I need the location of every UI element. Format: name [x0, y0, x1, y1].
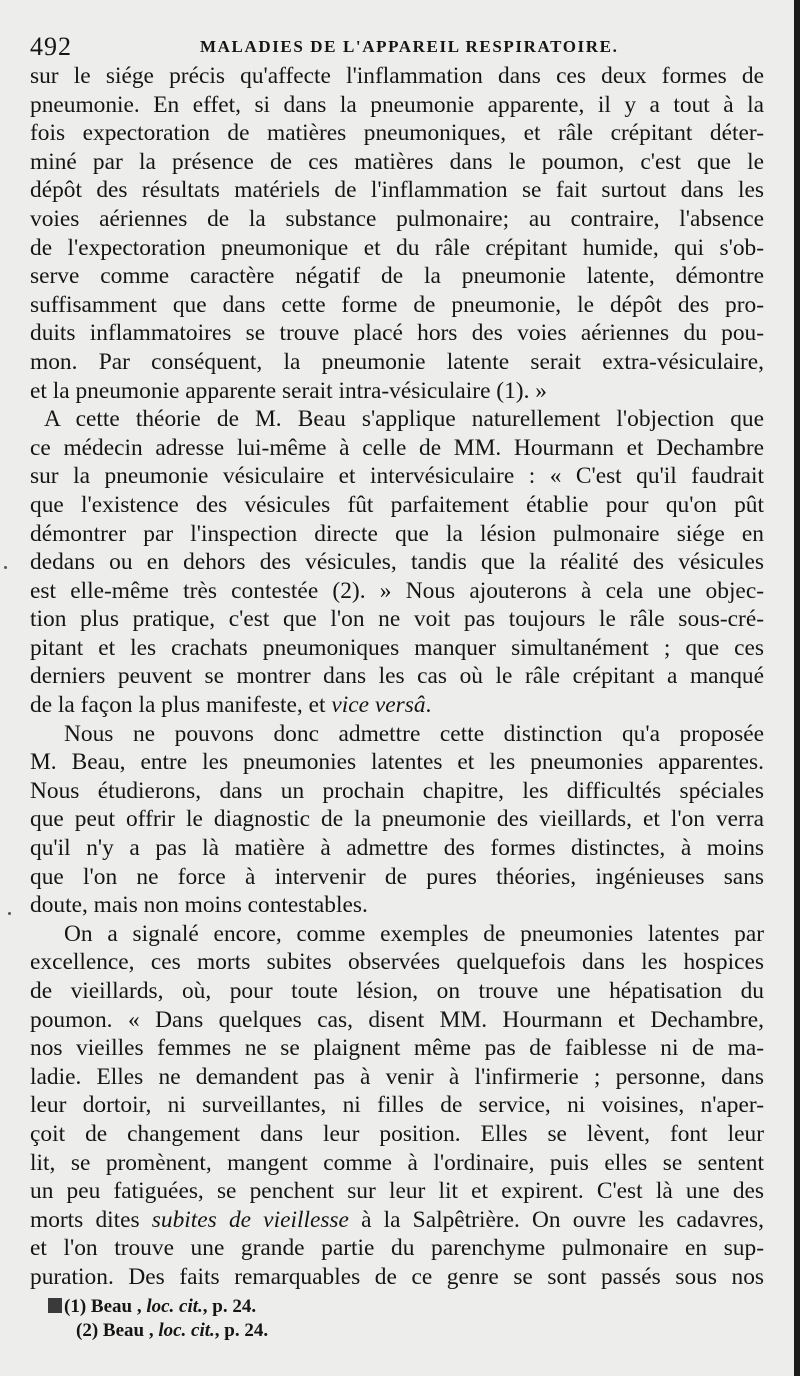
text-line: qu'il n'y a pas là matière à admettre des formes distinctes, à moins	[30, 835, 764, 862]
paragraph-2	[30, 405, 764, 720]
footnote-1	[48, 1295, 448, 1319]
text-line: puration. Des faits remarquables de ce genre se sont passés sous nos	[30, 1263, 764, 1290]
text-fragment: .	[425, 692, 432, 719]
footnote-number: (2)	[76, 1320, 99, 1341]
text-line: mon. Par conséquent, la pneumonie latente serait extra-vésiculaire,	[30, 348, 764, 375]
text-line: poumon. « Dans quelques cas, disent MM. Hourmann et Dechambre,	[30, 1006, 764, 1033]
body-text	[30, 62, 764, 1292]
running-head: MALADIES DE L'APPAREIL RESPIRATOIRE.	[200, 37, 619, 56]
text-line: excellence, ces morts subites observées quelquefois dans les hospices	[30, 949, 764, 976]
footnote-author: Beau ,	[90, 1296, 142, 1317]
footnotes	[48, 1295, 448, 1343]
text-line: un peu fatiguées, se penchent sur leur lit et expirent. C'est là une des	[30, 1178, 764, 1205]
text-line: çoit de changement dans leur position. Elles se lèvent, font leur	[30, 1120, 764, 1147]
scan-speck	[4, 566, 7, 569]
italic-phrase: vice versâ	[331, 692, 426, 719]
text-line: de l'expectoration pneumonique et du râle crépitant humide, qui s'ob-	[30, 234, 764, 261]
footnote-ref: loc. cit.	[158, 1320, 215, 1341]
text-line: que peut offrir le diagnostic de la pneumonie des vieillards, et l'on verra	[30, 806, 764, 833]
page-edge-shadow	[794, 0, 800, 1376]
text-line: M. Beau, entre les pneumonies latentes et les pneumonies apparentes.	[30, 749, 764, 776]
text-line: démontrer par l'inspection directe que la lésion pulmonaire siége en	[30, 520, 764, 547]
text-fragment: à la Salpêtrière. On ouvre les cadavres,	[348, 1206, 764, 1233]
text-line: leur dortoir, ni surveillantes, ni filles de service, ni voisines, n'aper-	[30, 1092, 764, 1119]
text-line: duits inflammatoires se trouve placé hors des voies aériennes du pou-	[30, 320, 764, 347]
footnote-page: , p. 24.	[214, 1320, 269, 1341]
text-line: serve comme caractère négatif de la pneumonie latente, démontre	[30, 263, 764, 290]
text-line: que l'existence des vésicules fût parfaitement établie pour qu'on pût	[30, 491, 764, 518]
paragraph-4	[30, 920, 764, 1292]
text-line: suffisamment que dans cette forme de pneumonie, le dépôt des pro-	[30, 291, 764, 318]
text-line: ce médecin adresse lui-même à celle de MM. Hourmann et Dechambre	[30, 434, 764, 461]
page-header	[30, 30, 764, 60]
text-fragment: morts dites	[30, 1206, 152, 1233]
footnote-author: Beau ,	[102, 1320, 154, 1341]
text-line: Nous ne pouvons donc admettre cette distinction qu'a proposée	[64, 720, 764, 747]
italic-phrase: subites de vieillesse	[151, 1206, 349, 1233]
text-line: et la pneumonie apparente serait intra-vésiculaire (1). »	[30, 377, 547, 404]
paragraph-1	[30, 62, 764, 405]
footnote-ref: loc. cit.	[146, 1296, 203, 1317]
text-line: Nous étudierons, dans un prochain chapitre, les difficultés spéciales	[30, 777, 764, 804]
text-line: que l'on ne force à intervenir de pures théories, ingénieuses sans	[30, 863, 764, 890]
footnote-page: , p. 24.	[202, 1296, 257, 1317]
text-line: pneumonie. En effet, si dans la pneumonie apparente, il y a tout à la	[30, 91, 764, 118]
text-line: miné par la présence de ces matières dans le poumon, c'est que le	[30, 148, 764, 175]
ink-blot-icon	[48, 1298, 62, 1313]
text-line: est elle-même très contestée (2). » Nous ajouterons à cela une objec-	[30, 577, 764, 604]
text-line: voies aériennes de la substance pulmonaire; au contraire, l'absence	[30, 205, 764, 232]
text-line: A cette théorie de M. Beau s'applique naturellement l'objection que	[44, 406, 764, 433]
text-line: et l'on trouve une grande partie du parenchyme pulmonaire en sup-	[30, 1235, 764, 1262]
text-line: dedans ou en dehors des vésicules, tandis que la réalité des vésicules	[30, 549, 764, 576]
text-line: sur la pneumonie vésiculaire et intervésiculaire : « C'est qu'il faudrait	[30, 463, 764, 490]
text-line: doute, mais non moins contestables.	[30, 892, 368, 919]
text-line: tion plus pratique, c'est que l'on ne voit pas toujours le râle sous-cré-	[30, 606, 764, 633]
text-fragment: de la façon la plus manifeste, et	[30, 692, 326, 719]
scan-speck	[8, 912, 11, 915]
footnote-number: (1)	[64, 1296, 87, 1317]
text-line: de vieillards, où, pour toute lésion, on trouve une hépatisation du	[30, 978, 764, 1004]
text-line: sur le siége précis qu'affecte l'inflammation dans ces deux formes de	[30, 63, 764, 89]
page-number: 492	[30, 32, 72, 61]
text-line: derniers peuvent se montrer dans les cas où le râle crépitant a manqué	[30, 663, 764, 690]
text-line: On a signalé encore, comme exemples de pneumonies latentes par	[64, 920, 764, 947]
text-line-final	[30, 691, 764, 720]
text-line: fois expectoration de matières pneumoniques, et râle crépitant déter-	[30, 120, 764, 147]
text-line: lit, se promènent, mangent comme à l'ordinaire, puis elles se sentent	[30, 1149, 764, 1176]
paragraph-3	[30, 720, 764, 920]
text-line: ladie. Elles ne demandent pas à venir à l'infirmerie ; personne, dans	[30, 1063, 764, 1090]
footnote-2	[48, 1319, 448, 1343]
text-line-mixed	[30, 1206, 764, 1235]
text-line: nos vieilles femmes ne se plaignent même pas de faiblesse ni de ma-	[30, 1035, 764, 1062]
text-line: pitant et les crachats pneumoniques manquer simultanément ; que ces	[30, 634, 764, 661]
text-line: dépôt des résultats matériels de l'inflammation se fait surtout dans les	[30, 177, 764, 204]
